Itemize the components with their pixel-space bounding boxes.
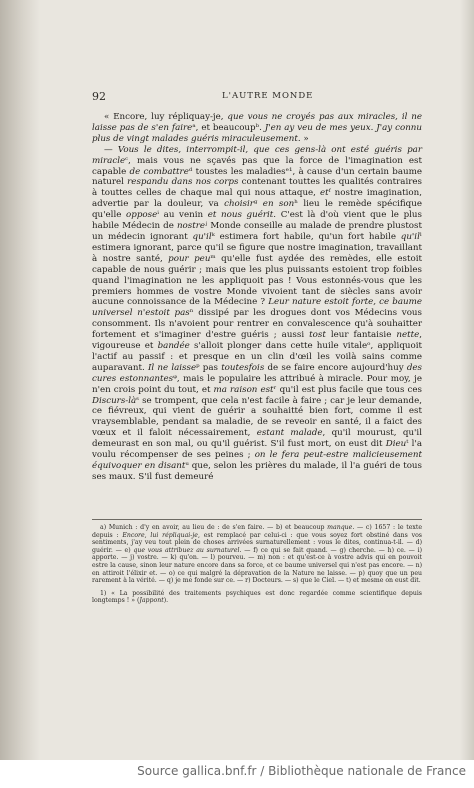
italic-run: manque (327, 524, 353, 531)
text-run: ). (163, 597, 169, 605)
text-run: ˢ se trompent, que cela n'est facile à faire ; car je leur demande, ce fiévreux, qui vient de guérir a souhaitté bien fort, comme il est vraysemblable, pendant sa maladie, de se reveoir en santé, il a faict des vœux et il faloit nécessairement, (92, 395, 422, 439)
italic-run: ma raison est (213, 384, 274, 395)
italic-run: pour peu (168, 253, 211, 264)
italic-run: Il ne laisse (147, 362, 197, 373)
page-edge-shadow (460, 0, 474, 760)
italic-run: on le fera peut-estre malicieusement équivoquer en disant (92, 450, 423, 471)
page-number: 92 (92, 90, 106, 103)
text-run: ⁿ dissipé par les drogues dont vos Médecins vous consomment. Ils n'avoient pour rentrer en convalescence qu'à souhaitter fortement et s'imaginer d'estre guéris ; aussi (92, 308, 422, 341)
text-run: ᵏ estimera fort habile, qu'un fort habile (211, 231, 401, 242)
text-run: » (300, 133, 309, 144)
page-gutter-shadow (0, 0, 40, 760)
italic-run: bandée (157, 341, 190, 352)
running-head: L'AUTRE MONDE (222, 91, 314, 101)
text-run: ᶠ nostre imagination, advertie par la douleur, va (92, 188, 422, 210)
text-run: ⁱ au venin (157, 210, 208, 221)
italic-run: Dieu (385, 439, 407, 450)
footnote-rule (92, 519, 422, 520)
italic-run: Vous le dites, interrompit-il, que ces gens-là ont esté guéris par miracle (92, 144, 422, 166)
italic-run: de combattre (129, 166, 189, 177)
text-run: ᵐ qu'elle fust aydée des remèdes, elle estoit capable de nous guérir ; mais que les plus puissants estoient trop foibles quand l'imagination ne les appliquoit pas ! Vous estonnés-vous que les premiers hommes de vostre Monde vivoient tant de siècles sans avoir aucune connoissance de la Médecine ? (92, 253, 422, 308)
italic-run: des cures estonnantes (92, 362, 423, 384)
text-run: de se faire encore aujourd'huy (264, 362, 407, 373)
page-header (92, 90, 422, 104)
text-run: « Encore, luy répliquay-je, (104, 112, 228, 122)
paragraph (92, 145, 422, 483)
italic-run: tost (309, 330, 326, 341)
footnote (92, 524, 422, 585)
text-run: , vigoureuse et (92, 330, 422, 352)
italic-run: qu'il (400, 231, 420, 242)
italic-run: nette (396, 330, 420, 341)
paragraph (92, 112, 422, 145)
text-run: . C'est là d'où vient que le plus habile Médecin de (92, 210, 422, 232)
text-run: ᶜ, mais vous ne sçavés pas que la force de l'imagination est capable (92, 155, 422, 177)
text-run: ʰ lieu le remède spécifique qu'elle (92, 199, 422, 221)
text-run: . — c) 1657 : le texte depuis : (92, 524, 423, 539)
italic-run: respandu dans nos corps (127, 177, 239, 188)
text-run: ʳ qu'il est plus facile que tous ces (273, 384, 422, 395)
italic-run: nostre (176, 221, 206, 232)
text-run: — (104, 144, 118, 155)
italic-run: que vous attribuez au surnaturel (133, 546, 240, 554)
text-run: ᵖ pas (196, 362, 222, 373)
italic-run: estant malade (256, 428, 323, 439)
italic-run: choisir (224, 199, 254, 210)
text-run: 1) « La possibilité des traitements psychiques est donc regardée comme scientifique depuis longtemps ! » ( (92, 589, 422, 605)
text-run: ᵃ, et beaucoupᵇ. (192, 122, 265, 133)
text-run: a) Munich : d'y en avoir, au lieu de : de s'en faire. — b) et beaucoup (100, 524, 328, 531)
source-credit: Source gallica.bnf.fr / Bibliothèque nationale de France (137, 764, 466, 778)
footnote (92, 590, 422, 605)
text-run: ᵈ toustes les maladiesᵉ¹, à cause d'un certain baume naturel (92, 166, 422, 188)
italic-run: et (320, 188, 329, 199)
main-text (92, 112, 422, 483)
text-run: ᵗ l'a voulu récompenser de ses peines ; (92, 439, 423, 461)
italic-run: et nous guérit (207, 210, 274, 221)
italic-run: Leur nature estoit forte, ce baume universel n'estoit pas (92, 297, 422, 319)
italic-run: Discurs-là (92, 395, 137, 406)
italic-run: Jappont (139, 597, 164, 605)
text-run: . — f) ce qui se fait quand. — g) cherche. — h) ce. — i) apporte. — j) vostre. — k) qu'on. — l) pourveu. — m) non : et qu'est-ce à vostre advis qui en pouvoit estre la cause, sinon leur nature encore dans sa force, et ce baume universel qui n'est pas encore. — n) en attiroit l'élixir et. — o) ce qui malgré la dépravation de la Nature ne laisse. — p) quoy que un peu rarement à la vérité. — q) je me fonde sur ce. — r) Docteurs. — s) que le Ciel. — t) et mesme on eust dit. (92, 546, 423, 585)
text-run: contenant touttes les qualités contraires à touttes celles de chaque mal qui nous attaque, (92, 177, 422, 199)
text-run: ᵠ, mais le populaire les attribué à miracle. Pour moy, je n'en crois point du tout, et (92, 373, 422, 395)
italic-run: oppose (126, 210, 158, 221)
text-run: , est remplacé par celui-ci : que vous soyez fort obstiné dans vos sentiments, j'ay veu tout plein de choses arrivées surnaturellement : vous le dites, continua-t-il. — d) guérir. — e) (92, 531, 422, 554)
italic-run: J'en ay veu de mes yeux. J'ay connu plus de vingt malades guéris miraculeusement. (92, 122, 422, 144)
italic-run: que vous ne croyés pas aux miracles, il ne laisse pas de s'en faire (92, 112, 423, 133)
italic-run: en son (262, 199, 295, 210)
italic-run: qu'il (192, 231, 212, 242)
text-run: s'alloit plonger dans cette huile vitaleᵒ, appliquoit l'actif au passif : et presque en un clin d'œil les voilà sains comme auparavant. (92, 341, 422, 373)
text-run: ᵍ (253, 199, 263, 210)
text-run: ʲ Monde conseille au malade de prendre plustost un médecin ignorant (92, 221, 422, 242)
italic-run: Encore, lui répliquai-je (122, 531, 198, 539)
text-run: ᵘ que, selon les prières du malade, il l'a guéri de tous ses maux. S'il fust demeuré (92, 461, 422, 482)
italic-run: toutesfois (221, 362, 265, 373)
text-run: leur fantaisie (325, 330, 397, 341)
footnotes (92, 524, 422, 610)
text-run: , qu'il mourust, qu'il demeurast en son mal, ou qu'il guérist. S'il fust mort, on eust dit (92, 428, 422, 450)
text-run: ˡ estimera ignorant, parce qu'il se figure que nostre imagination, travaillant à nostre santé, (92, 231, 422, 264)
